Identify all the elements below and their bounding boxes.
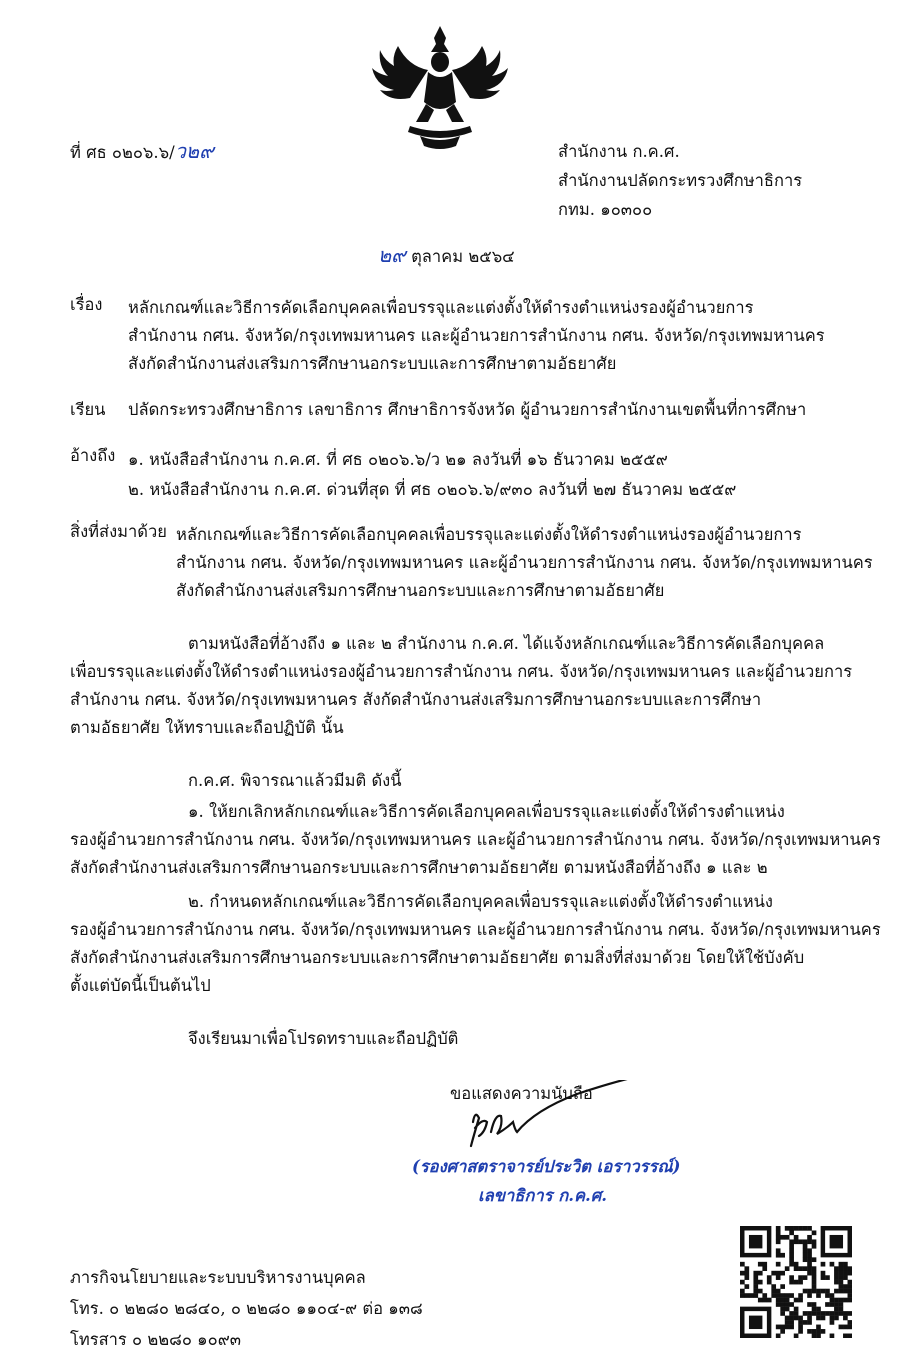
sender-postal: กทม. ๑๐๓๐๐ — [558, 200, 653, 219]
subject-text — [128, 294, 825, 378]
recipient-label: เรียน — [70, 400, 106, 419]
signatory-name: (รองศาสตราจารย์ประวิต เอราวรรณ์) — [412, 1157, 681, 1176]
recipient-text: ปลัดกระทรวงศึกษาธิการ เลขาธิการ ศึกษาธิการจังหวัด ผู้อำนวยการสำนักงานเขตพื้นที่การศึกษา — [128, 400, 807, 419]
subject-line: สังกัดสำนักงานส่งเสริมการศึกษานอกระบบและการศึกษาตามอัธยาศัย — [128, 354, 617, 373]
sender-parent-office: สำนักงานปลัดกระทรวงศึกษาธิการ — [558, 171, 803, 190]
document-number-prefix: ที่ ศธ ๐๒๐๖.๖/ — [70, 143, 175, 162]
body-line: สังกัดสำนักงานส่งเสริมการศึกษานอกระบบและการศึกษาตามอัธยาศัย ตามหนังสือที่อ้างถึง ๑ และ ๒ — [70, 858, 768, 877]
document-number-handwritten: ว๒๙ — [174, 139, 214, 163]
footer-contact — [70, 1262, 423, 1355]
sender-office: สำนักงาน ก.ค.ศ. — [558, 142, 680, 161]
enclosure-line: สำนักงาน กศน. จังหวัด/กรุงเทพมหานคร และผู้อำนวยการสำนักงาน กศน. จังหวัด/กรุงเทพมหานคร — [176, 553, 873, 572]
body-line: ๒. กำหนดหลักเกณฑ์และวิธีการคัดเลือกบุคคลเพื่อบรรจุและแต่งตั้งให้ดำรงตำแหน่ง — [188, 892, 773, 911]
reference-list — [128, 445, 736, 505]
document-number — [70, 140, 214, 164]
resolution-item-1 — [70, 798, 881, 882]
closing-salutation: ขอแสดงความนับถือ — [450, 1084, 593, 1103]
document-date — [378, 244, 515, 268]
footer-department: ภารกิจนโยบายและระบบบริหารงานบุคคล — [70, 1268, 366, 1287]
qr-code[interactable] — [740, 1226, 852, 1338]
date-month-year: ตุลาคม ๒๕๖๔ — [411, 247, 515, 266]
handwritten-signature — [455, 1080, 655, 1160]
reference-item: ๑. หนังสือสำนักงาน ก.ค.ศ. ที่ ศธ ๐๒๐๖.๖/ว ๒๑ ลงวันที่ ๑๖ ธันวาคม ๒๕๕๙ — [128, 450, 668, 469]
body-line: ตามหนังสือที่อ้างถึง ๑ และ ๒ สำนักงาน ก.ค.ศ. ได้แจ้งหลักเกณฑ์และวิธีการคัดเลือกบุคคล — [188, 634, 825, 653]
closing-request: จึงเรียนมาเพื่อโปรดทราบและถือปฏิบัติ — [188, 1029, 459, 1048]
resolution-item-2 — [70, 888, 881, 1000]
subject-line: หลักเกณฑ์และวิธีการคัดเลือกบุคคลเพื่อบรรจุและแต่งตั้งให้ดำรงตำแหน่งรองผู้อำนวยการ — [128, 298, 754, 317]
garuda-emblem — [370, 22, 510, 152]
body-line: รองผู้อำนวยการสำนักงาน กศน. จังหวัด/กรุงเทพมหานคร และผู้อำนวยการสำนักงาน กศน. จังหวัด/กรุงเทพมหานคร — [70, 920, 881, 939]
enclosure-text — [176, 521, 873, 605]
reference-item: ๒. หนังสือสำนักงาน ก.ค.ศ. ด่วนที่สุด ที่ ศธ ๐๒๐๖.๖/๙๓๐ ลงวันที่ ๒๗ ธันวาคม ๒๕๕๙ — [128, 480, 737, 499]
body-line: สำนักงาน กศน. จังหวัด/กรุงเทพมหานคร สังกัดสำนักงานส่งเสริมการศึกษานอกระบบและการศึกษา — [70, 690, 762, 709]
reference-label: อ้างถึง — [70, 446, 116, 465]
enclosure-line: หลักเกณฑ์และวิธีการคัดเลือกบุคคลเพื่อบรรจุและแต่งตั้งให้ดำรงตำแหน่งรองผู้อำนวยการ — [176, 525, 802, 544]
enclosure-line: สังกัดสำนักงานส่งเสริมการศึกษานอกระบบและการศึกษาตามอัธยาศัย — [176, 581, 665, 600]
signatory-title: เลขาธิการ ก.ค.ศ. — [478, 1186, 607, 1205]
body-line: เพื่อบรรจุและแต่งตั้งให้ดำรงตำแหน่งรองผู้อำนวยการสำนักงาน กศน. จังหวัด/กรุงเทพมหานคร และผู้อำนวยการ — [70, 662, 853, 681]
body-line: รองผู้อำนวยการสำนักงาน กศน. จังหวัด/กรุงเทพมหานคร และผู้อำนวยการสำนักงาน กศน. จังหวัด/กรุงเทพมหานคร — [70, 830, 881, 849]
body-line: ๑. ให้ยกเลิกหลักเกณฑ์และวิธีการคัดเลือกบุคคลเพื่อบรรจุและแต่งตั้งให้ดำรงตำแหน่ง — [188, 802, 785, 821]
footer-fax: โทรสาร ๐ ๒๒๘๐ ๑๐๙๓ — [70, 1330, 242, 1349]
body-line: ตามอัธยาศัย ให้ทราบและถือปฏิบัติ นั้น — [70, 718, 344, 737]
body-line: ตั้งแต่บัดนี้เป็นต้นไป — [70, 976, 211, 995]
date-day-handwritten: ๒๙ — [378, 243, 406, 267]
body-line: สังกัดสำนักงานส่งเสริมการศึกษานอกระบบและการศึกษาตามอัธยาศัย ตามสิ่งที่ส่งมาด้วย โดยให้ใช้บังคับ — [70, 948, 805, 967]
footer-phone: โทร. ๐ ๒๒๘๐ ๒๘๔๐, ๐ ๒๒๘๐ ๑๑๐๔-๙ ต่อ ๑๓๘ — [70, 1299, 423, 1318]
resolution-intro: ก.ค.ศ. พิจารณาแล้วมีมติ ดังนี้ — [188, 771, 402, 790]
sender-address — [558, 137, 802, 224]
subject-line: สำนักงาน กศน. จังหวัด/กรุงเทพมหานคร และผู้อำนวยการสำนักงาน กศน. จังหวัด/กรุงเทพมหานคร — [128, 326, 825, 345]
body-paragraph-1 — [70, 630, 852, 742]
subject-label: เรื่อง — [70, 295, 103, 314]
enclosure-label: สิ่งที่ส่งมาด้วย — [70, 522, 167, 541]
